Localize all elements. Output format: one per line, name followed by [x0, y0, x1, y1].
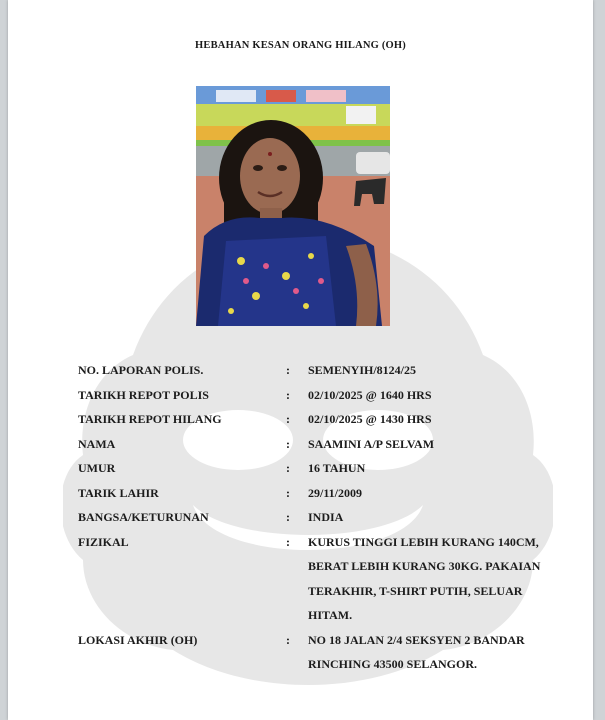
field-row-name	[78, 432, 558, 457]
field-row-police-report-date	[78, 383, 558, 408]
field-value: 16 TAHUN	[308, 461, 366, 475]
field-row-age	[78, 456, 558, 481]
field-separator: :	[286, 461, 290, 475]
field-separator: :	[286, 387, 290, 402]
field-value: 02/10/2025 @ 1430 HRS	[308, 412, 432, 426]
field-label: NAMA	[78, 436, 116, 451]
field-row-birthdate	[78, 481, 558, 506]
field-label: TARIKH REPOT POLIS	[78, 387, 209, 402]
field-row-report-no	[78, 358, 558, 383]
field-separator: :	[286, 534, 290, 549]
field-value: NO 18 JALAN 2/4 SEKSYEN 2 BANDAR RINCHING 43500 SELANGOR.	[308, 632, 525, 671]
field-label: NO. LAPORAN POLIS.	[78, 363, 204, 377]
field-label: TARIKH REPOT HILANG	[78, 412, 222, 426]
field-value: KURUS TINGGI LEBIH KURANG 140CM, BERAT LEBIH KURANG 30KG. PAKAIAN TERAKHIR, T-SHIRT PUTIH, SELUAR HITAM.	[308, 534, 541, 622]
field-separator: :	[286, 436, 290, 451]
field-value: 02/10/2025 @ 1640 HRS	[308, 387, 432, 402]
field-label: FIZIKAL	[78, 534, 129, 549]
field-separator: :	[286, 632, 290, 647]
field-separator: :	[286, 485, 290, 500]
field-label: BANGSA/KETURUNAN	[78, 510, 209, 524]
field-label: TARIK LAHIR	[78, 485, 159, 500]
field-value: SAAMINI A/P SELVAM	[308, 436, 435, 451]
field-value: INDIA	[308, 510, 344, 524]
field-row-missing-date	[78, 407, 558, 432]
document-title: HEBAHAN KESAN ORANG HILANG (OH)	[195, 40, 406, 51]
field-separator: :	[286, 363, 290, 377]
field-row-ethnicity	[78, 505, 558, 530]
field-separator: :	[286, 510, 290, 524]
field-value: 29/11/2009	[308, 485, 363, 500]
missing-person-photo	[196, 86, 390, 326]
field-row-physical	[78, 530, 558, 628]
field-row-last-location	[78, 628, 558, 677]
field-label: LOKASI AKHIR (OH)	[78, 632, 198, 647]
missing-person-details	[78, 358, 558, 677]
field-label: UMUR	[78, 461, 116, 475]
field-value: SEMENYIH/8124/25	[308, 363, 417, 377]
field-separator: :	[286, 412, 290, 426]
document-page	[8, 0, 593, 720]
